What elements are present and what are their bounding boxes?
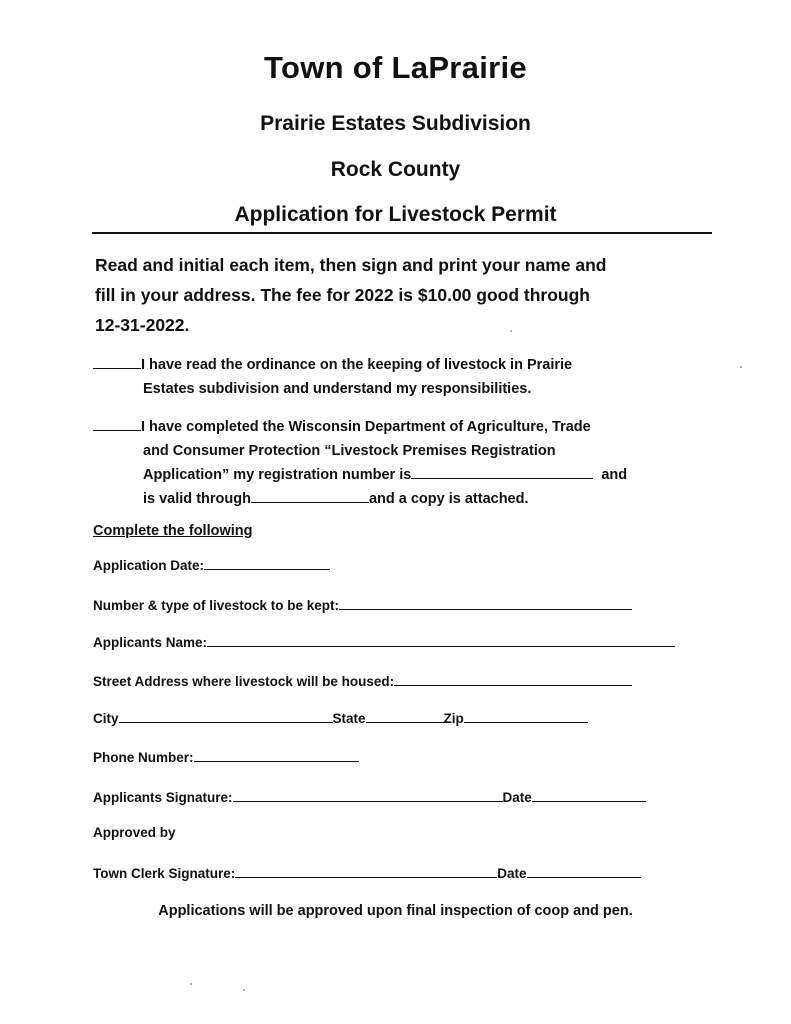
ordinance-acknowledgement-item [93,353,713,401]
applicant-name-label: Applicants Name: [93,635,208,650]
state-line[interactable] [366,710,444,723]
street-address-label: Street Address where livestock will be housed: [93,674,395,689]
approval-note: Applications will be approved upon final inspection of coop and pen. [158,903,633,919]
section-heading: Complete the following [93,523,253,539]
city-state-zip-field [93,710,588,726]
form-title: Application for Livestock Permit [234,203,557,226]
clerk-signature-label: Town Clerk Signature: [93,866,236,881]
applicant-signature-line[interactable] [233,789,503,802]
registration-item-attached: and a copy is attached. [368,491,529,507]
clerk-date-line[interactable] [527,865,641,878]
application-date-label: Application Date: [93,558,205,573]
registration-item-line-1: I have completed the Wisconsin Department of Agriculture, Trade [141,419,591,435]
application-date-line[interactable] [204,557,330,570]
street-address-line[interactable] [394,673,632,686]
livestock-type-label: Number & type of livestock to be kept: [93,598,340,613]
zip-line[interactable] [464,710,588,723]
applicant-name-field [93,634,675,650]
applicant-date-label: Date [502,790,532,805]
instructions-paragraph [95,250,720,340]
subdivision-heading: Prairie Estates Subdivision [260,112,531,135]
registration-item-line-2: and Consumer Protection “Livestock Premises Registration [143,443,556,459]
registration-item-line-3: Application” my registration number is [143,467,412,483]
zip-label: Zip [443,711,464,726]
applicant-date-line[interactable] [532,789,646,802]
clerk-signature-field [93,865,641,881]
livestock-type-line[interactable] [339,597,632,610]
registration-acknowledgement-item [93,415,713,511]
approved-by-label: Approved by [93,825,176,840]
valid-through-blank[interactable] [251,488,369,503]
registration-item-line-4: is valid through [143,491,251,507]
instructions-line-3: 12-31-2022. [95,315,190,335]
application-date-field [93,557,330,573]
applicant-name-line[interactable] [207,634,675,647]
county-heading: Rock County [330,158,461,181]
scan-speck [190,983,192,985]
phone-number-label: Phone Number: [93,750,194,765]
scan-speck [510,330,512,332]
instructions-line-2: fill in your address. The fee for 2022 is $10.00 good through [95,285,590,305]
ordinance-item-line-1: I have read the ordinance on the keeping of livestock in Prairie [141,357,573,373]
city-label: City [93,711,119,726]
city-line[interactable] [119,710,333,723]
state-label: State [332,711,366,726]
applicant-signature-field [93,789,646,805]
registration-initial-blank[interactable] [93,416,141,431]
scan-speck [740,366,742,368]
phone-number-field [93,749,359,765]
title-divider [92,232,712,234]
ordinance-initial-blank[interactable] [93,354,141,369]
livestock-type-field [93,597,632,613]
applicant-signature-label: Applicants Signature: [93,790,233,805]
instructions-line-1: Read and initial each item, then sign and print your name and [95,255,607,275]
clerk-date-label: Date [497,866,527,881]
registration-item-and: and [601,467,628,483]
street-address-field [93,673,632,689]
registration-number-blank[interactable] [411,464,593,479]
scan-speck [243,989,245,991]
phone-number-line[interactable] [194,749,359,762]
ordinance-item-line-2: Estates subdivision and understand my responsibilities. [143,381,532,397]
page-title: Town of LaPrairie [264,50,527,85]
clerk-signature-line[interactable] [235,865,497,878]
